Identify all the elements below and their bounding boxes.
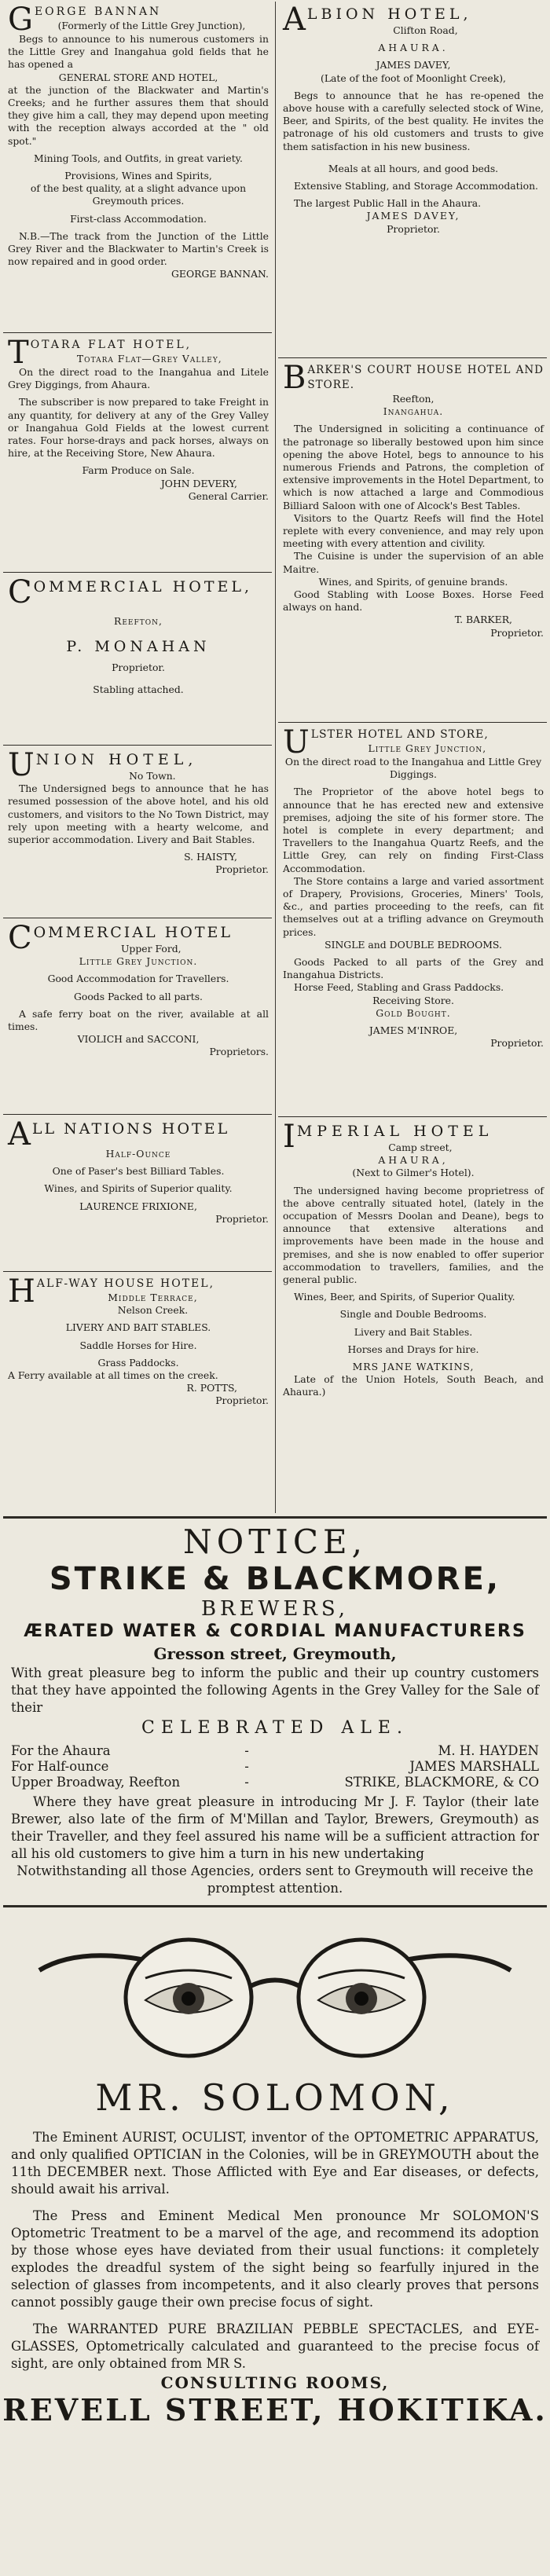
section-rule — [3, 1516, 547, 1519]
ad-signature: VIOLICH and SACCONI, — [77, 1033, 200, 1046]
ad-union-hotel — [3, 746, 272, 918]
dropcap: T — [8, 335, 29, 371]
dropcap: A — [283, 2, 306, 38]
ad-body: The Press and Eminent Medical Men pronounce Mr SOLOMON'S Optometric Treatment to be a marvel of the age, and recommend its adoption by those whose eyes have deviated from their usual functions: it completely explodes the dreadful system of the sight being so fearfully injured in the selection of glasses from incompetents, and it also clearly proves that persons cannot possibly gauge their own precise focus of sight. — [11, 2208, 539, 2310]
agent-dash: - — [244, 1775, 249, 1790]
agent-name: JAMES MARSHALL — [409, 1759, 539, 1774]
ad-line: SINGLE and DOUBLE BEDROOMS. — [324, 938, 502, 951]
two-column-section — [3, 0, 547, 1515]
ad-mr-solomon — [0, 1915, 550, 2428]
firm-name: STRIKE & BLACKMORE, — [49, 1561, 501, 1597]
ad-totara-flat-hotel — [3, 333, 272, 573]
firm-address: Gresson street, Greymouth, — [153, 1644, 397, 1663]
ad-signature: S. HAISTY, — [184, 851, 237, 863]
ad-title: LL NATIONS HOTEL — [31, 1120, 230, 1138]
ad-body: The undersigned having become proprietress of the above centrally situated hotel, (lately in the occupation of Messrs Doolan and Deane), begs to announce that extensive alterations and improvements have been made in the house and premises, and she is now enabled to offer superior accommodation to travellers, families, and the general public. — [283, 1184, 544, 1286]
ad-line: Livery and Bait Stables. — [354, 1325, 473, 1338]
ad-line: Wines, and Spirits, of genuine brands. — [318, 575, 508, 588]
ad-title: LSTER HOTEL AND STORE, — [310, 728, 489, 741]
ad-subtitle: (Formerly of the Little Grey Junction), — [57, 20, 246, 31]
ad-george-bannan — [3, 0, 272, 333]
ad-proprietor-name: P. MONAHAN — [66, 638, 211, 656]
agent-row — [11, 1743, 539, 1759]
full-width-section — [0, 1516, 550, 2576]
ad-line: Farm Produce on Sale. — [82, 464, 195, 477]
ad-line: Extensive Stabling, and Storage Accommodation. — [294, 180, 538, 192]
ad-line: Gold Bought. — [376, 1006, 451, 1019]
ad-subtitle: Middle Terrace, — [108, 1292, 198, 1303]
ad-body: Begs to announce to his numerous customers in the Little Grey and Inangahua gold fields that he has opened a — [8, 33, 269, 71]
ad-body: The Undersigned in soliciting a continuance of the patronage so liberally bestowed upon him since opening the above Hotel, begs to announce to his numerous Friends and Patrons, the completion of extensive improvements in the Hotel Department, to which is now attached a large and Commodious Billiard Saloon with one of Alcock's Best Tables. — [283, 423, 544, 511]
consulting-address: REVELL STREET, HOKITIKA. — [2, 2392, 548, 2428]
ad-title: OMMERCIAL HOTEL, — [33, 578, 253, 595]
spectacles-illustration — [31, 1915, 519, 2072]
ad-strike-blackmore — [0, 1523, 550, 1897]
ad-subtitle: Camp street, — [388, 1141, 453, 1153]
agent-dash: - — [244, 1743, 249, 1758]
ad-line: On the direct road to the Inangahua and Litele Grey Diggings, from Ahaura. — [8, 366, 269, 391]
ad-body: The Cuisine is under the supervision of an able Maitre. — [283, 550, 544, 575]
ad-commercial-hotel-reefton — [3, 573, 272, 746]
ad-line: Goods Packed to all parts of the Grey and Inangahua Districts. — [283, 956, 544, 981]
ad-role: Proprietor. — [112, 661, 165, 674]
advertiser-name: MR. SOLOMON, — [95, 2076, 455, 2119]
ad-signature: JAMES M'INROE, — [368, 1024, 458, 1037]
ad-line: Horse Feed, Stabling and Grass Paddocks. — [294, 981, 504, 994]
ad-half-way-house-hotel — [3, 1272, 272, 1512]
ad-body: Begs to announce that he has re-opened the above house with a carefully selected stock of Wine, Beer, and Spirits, of the best quality. He invites the patronage of his old customers and trusts to give them satisfaction in his new business. — [283, 89, 544, 152]
ad-note: Late of the Union Hotels, South Beach, and Ahaura.) — [283, 1373, 544, 1398]
ad-albion-hotel — [278, 0, 547, 358]
ad-signature: JAMES DAVEY, — [366, 210, 460, 222]
ad-line: The largest Public Hall in the Ahaura. — [294, 197, 482, 210]
agent-dash: - — [244, 1759, 249, 1774]
ad-role: Proprietor. — [490, 626, 544, 639]
ad-title: ALF-WAY HOUSE HOTEL, — [36, 1277, 215, 1290]
ad-body: A safe ferry boat on the river, available at all times. — [8, 1007, 269, 1033]
agent-name: STRIKE, BLACKMORE, & CO — [344, 1775, 539, 1790]
notice-heading: NOTICE, — [183, 1523, 367, 1561]
ad-line: LIVERY AND BAIT STABLES. — [65, 1321, 211, 1334]
ad-line: Stabling attached. — [93, 683, 184, 696]
ad-body: The Undersigned begs to announce that he has resumed possession of the above hotel, and his old customers, and visitors to the No Town District, may rely upon meeting with a hearty welcome, and superior accommodation. Livery and Bait Stables. — [8, 782, 269, 846]
ad-title: LBION HOTEL, — [306, 5, 472, 23]
firm-trade: BREWERS, — [200, 1597, 350, 1621]
ad-ulster-hotel-and-store — [278, 723, 547, 1117]
agents-list — [11, 1743, 539, 1790]
ad-line: Good Accommodation for Travellers. — [47, 973, 229, 985]
ad-town: Inangahua. — [383, 405, 444, 418]
ad-line: Receiving Store. — [372, 994, 454, 1006]
ad-line: Goods Packed to all parts. — [73, 990, 203, 1002]
ad-subtitle: No Town. — [129, 770, 176, 782]
ad-note: (Next to Gilmer's Hotel). — [352, 1167, 475, 1179]
ad-line: Wines, and Spirits of Superior quality. — [44, 1182, 233, 1195]
ad-line: Provisions, Wines and Spirits, — [64, 170, 212, 182]
ad-line: Single and Double Bedrooms. — [339, 1308, 487, 1321]
ad-subtitle: Clifton Road, — [393, 24, 458, 36]
agent-place: For the Ahaura — [11, 1743, 111, 1758]
ad-store-line: GENERAL STORE AND HOTEL, — [58, 71, 218, 83]
ad-signature: MRS JANE WATKINS, — [352, 1361, 475, 1373]
firm-trade-2: ÆRATED WATER & CORDIAL MANUFACTURERS — [24, 1621, 526, 1641]
ad-title: ARKER'S COURT HOUSE HOTEL AND STORE. — [307, 364, 544, 391]
ad-body: N.B.—The track from the Junction of the Little Grey River and the Blackwater to Martin's Creek is now repaired and in good order. — [8, 229, 269, 268]
left-column — [3, 0, 272, 1512]
ad-signature: R. POTTS, — [186, 1382, 237, 1394]
ad-town: AHAURA, — [378, 1154, 449, 1167]
ad-body: at the junction of the Blackwater and Martin's Creeks; and he further assures them that should they give him a call, they may depend upon meeting with the reception always accorded at the " old spot." — [8, 83, 269, 147]
ad-line: Horses and Drays for hire. — [347, 1343, 479, 1355]
ad-line: Mining Tools, and Outfits, in great variety. — [34, 152, 243, 164]
ad-title: MPERIAL HOTEL — [296, 1123, 493, 1140]
ad-signature: T. BARKER, — [454, 614, 512, 626]
ad-subtitle: Totara Flat—Grey Valley, — [76, 353, 222, 365]
dropcap: C — [8, 574, 32, 610]
ad-commercial-hotel-upper-ford — [3, 918, 272, 1115]
agent-row — [11, 1759, 539, 1775]
ad-title: NION HOTEL, — [35, 751, 198, 768]
product-heading: CELEBRATED ALE. — [141, 1718, 409, 1738]
ad-line: Meals at all hours, and good beds. — [328, 162, 499, 174]
ad-subtitle: Little Grey Junction. — [79, 955, 198, 968]
ad-imperial-hotel — [278, 1117, 547, 1513]
ad-note: (Late of the foot of Moonlight Creek), — [320, 71, 506, 84]
ad-role: Proprietor. — [215, 1394, 269, 1407]
dropcap: U — [283, 724, 310, 760]
agent-place: For Half-ounce — [11, 1759, 109, 1774]
ad-line: One of Paser's best Billiard Tables. — [52, 1165, 225, 1178]
ad-subtitle: Upper Ford, — [120, 943, 182, 955]
ad-body: The subscriber is now prepared to take Freight in any quantity, for delivery at any of the Grey Valley or Inangahua Gold Fields at the lowest current rates. Four horse-drays and pack horses, always on hire, at the Receiving Store, New Ahaura. — [8, 396, 269, 460]
ad-body: Visitors to the Quartz Reefs will find the Hotel replete with every convenience, and may rely upon meeting with every attention and civility. — [283, 511, 544, 550]
ad-body: A Ferry available at all times on the creek. — [8, 1369, 218, 1382]
consulting-heading: CONSULTING ROOMS, — [160, 2373, 390, 2392]
ad-body: Notwithstanding all those Agencies, orders sent to Greymouth will receive the promptest attention. — [16, 1863, 534, 1896]
ad-body: The Eminent AURIST, OCULIST, inventor of the OPTOMETRIC APPARATUS, and only qualified OPTICIAN in the Colonies, will be in GREYMOUTH about the 11th DECEMBER next. Those Afflicted with Eye and Ear diseases, or defects, should await his arrival. — [11, 2130, 539, 2197]
dropcap: C — [8, 920, 32, 956]
ad-role: Proprietor. — [490, 1037, 544, 1050]
dropcap: B — [283, 360, 306, 396]
ad-town: Reefton, — [392, 393, 434, 405]
ad-body: The Store contains a large and varied assortment of Drapery, Provisions, Groceries, Miners' Tools, &c., and parties proceeding to the reefs, can fit themselves out at a trifling advance on Greymouth prices. — [283, 874, 544, 938]
ad-role: Proprietor. — [215, 863, 269, 876]
ad-title: OTARA FLAT HOTEL, — [30, 339, 192, 351]
ad-signature: LAURENCE FRIXIONE, — [79, 1200, 197, 1212]
ad-signature: GEORGE BANNAN. — [171, 268, 269, 280]
ad-role: General Carrier. — [188, 489, 269, 502]
ad-line: On the direct road to the Inangahua and Little Grey Diggings. — [284, 756, 542, 781]
ad-line: Good Stabling with Loose Boxes. Horse Feed always on hand. — [283, 588, 544, 614]
section-rule — [3, 1905, 547, 1907]
ad-subtitle: Half-Ounce — [105, 1148, 171, 1160]
ad-line: Wines, Beer, and Spirits, of Superior Quality. — [294, 1291, 515, 1303]
ad-body: Where they have great pleasure in introducing Mr J. F. Taylor (their late Brewer, also late of the firm of M'Millan and Taylor, Brewers, Greymouth) as their Traveller, and they feel assured his name will be a sufficient attraction for all his old customers to give him a turn in his new undertaking — [11, 1794, 539, 1861]
ad-line: Grass Paddocks. — [97, 1356, 179, 1369]
agent-name: M. H. HAYDEN — [438, 1743, 539, 1758]
ad-role: Proprietor. — [215, 1212, 269, 1225]
ad-line: First-class Accommodation. — [70, 212, 207, 225]
dropcap: A — [8, 1116, 31, 1152]
dropcap: U — [8, 747, 35, 783]
ad-proprietor-name: JAMES DAVEY, — [376, 59, 451, 71]
ad-body: The Proprietor of the above hotel begs to announce that he has erected new and extensive premises, adjoing the site of his former store. The hotel is complete in every department; and Travellers to the Inangahua Quartz Reefs, and the Little Grey, can rely on finding First-Class Accommodation. — [283, 786, 544, 874]
ad-signature: JOHN DEVERY, — [160, 477, 237, 489]
ad-role: Proprietor. — [387, 222, 440, 235]
ad-all-nations-hotel — [3, 1115, 272, 1272]
ad-title: OMMERCIAL HOTEL — [33, 924, 233, 941]
ad-line: of the best quality, at a slight advance upon Greymouth prices. — [30, 182, 247, 207]
dropcap: H — [8, 1273, 35, 1310]
agent-place: Upper Broadway, Reefton — [11, 1775, 181, 1790]
ad-town: AHAURA. — [378, 42, 449, 54]
right-column — [278, 0, 547, 1513]
ad-line: Saddle Horses for Hire. — [79, 1339, 197, 1351]
ad-title: EORGE BANNAN — [34, 5, 162, 18]
ad-barkers-court-house-hotel — [278, 358, 547, 723]
ad-body: The WARRANTED PURE BRAZILIAN PEBBLE SPECTACLES, and EYE-GLASSES, Optometrically calculated and guaranteed to the precise focus of sight, are only obtained from MR S. — [11, 2321, 539, 2371]
dropcap: G — [8, 2, 33, 38]
ad-town: Reefton, — [114, 615, 163, 627]
agent-row — [11, 1775, 539, 1790]
column-divider — [275, 2, 276, 1513]
ad-role: Proprietors. — [209, 1046, 269, 1058]
dropcap: I — [283, 1119, 295, 1155]
ad-subtitle: Nelson Creek. — [117, 1304, 189, 1317]
ad-subtitle: Little Grey Junction, — [368, 742, 487, 754]
ad-body: With great pleasure beg to inform the public and their up country customers that they have appointed the following Agents in the Grey Valley for the Sale of their — [11, 1665, 539, 1715]
